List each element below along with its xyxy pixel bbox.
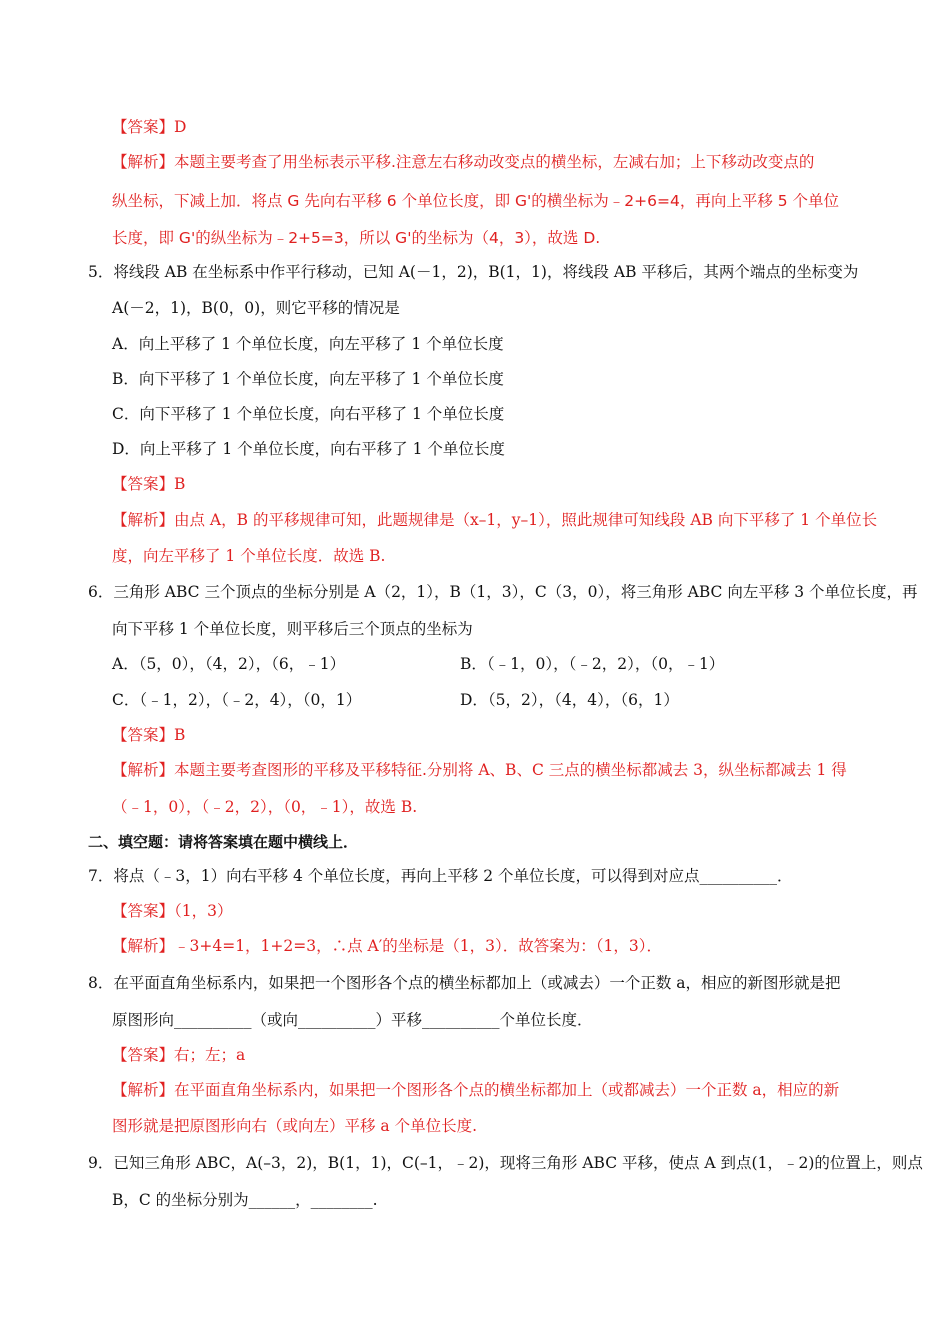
q6-stem-line-2: 向下平移 1 个单位长度，则平移后三个顶点的坐标为 [112, 620, 473, 638]
q7-analysis: 【解析】﹣3+4=1，1+2=3，∴点 A′的坐标是（1，3）．故答案为：（1，3）． [112, 937, 662, 955]
q5-analysis-line-1: 【解析】由点 A，B 的平移规律可知，此题规律是（x–1，y–1），照此规律可知线段 AB 向下平移了 1 个单位长 [112, 511, 878, 529]
q4-answer: 【答案】D [112, 118, 187, 136]
q8-analysis-line-2: 图形就是把原图形向右（或向左）平移 a 个单位长度. [112, 1117, 478, 1135]
q6-stem-line-1: 6．三角形 ABC 三个顶点的坐标分别是 A（2，1），B（1，3），C（3，0），将三角形 ABC 向左平移 3 个单位长度，再 [88, 583, 918, 601]
q8-answer: 【答案】右；左；a [112, 1046, 246, 1064]
q5-analysis-line-2: 度，向左平移了 1 个单位长度．故选 B. [112, 547, 386, 565]
q6-analysis-line-2: （﹣1，0），（﹣2，2），（0，﹣1），故选 B. [112, 798, 418, 816]
q4-analysis-line-3: 长度，即 G'的纵坐标为﹣2+5=3，所以 G'的坐标为（4，3），故选 D. [112, 229, 601, 247]
q9-stem-line-2: B，C 的坐标分别为______，________. [112, 1191, 378, 1209]
q7-answer: 【答案】（1，3） [112, 902, 233, 920]
q6-option-c: C．（﹣1，2），（﹣2，4），（0，1） [112, 691, 362, 709]
q5-answer: 【答案】B [112, 475, 186, 493]
q6-answer: 【答案】B [112, 726, 186, 744]
q6-option-a: A．（5，0），（4，2），（6，﹣1） [112, 655, 346, 673]
q5-stem-line-2: A(－2，1)，B(0，0)，则它平移的情况是 [112, 299, 400, 317]
q5-option-c: C．向下平移了 1 个单位长度，向右平移了 1 个单位长度 [112, 405, 505, 423]
q5-option-a: A．向上平移了 1 个单位长度，向左平移了 1 个单位长度 [112, 335, 504, 353]
q4-analysis-line-1: 【解析】本题主要考查了用坐标表示平移.注意左右移动改变点的横坐标，左减右加；上下移动改变点的 [112, 153, 815, 171]
q4-analysis-line-2: 纵坐标，下减上加．将点 G 先向右平移 6 个单位长度，即 G'的横坐标为﹣2+6=4，再向上平移 5 个单位 [112, 192, 840, 210]
q6-analysis-line-1: 【解析】本题主要考查图形的平移及平移特征.分别将 A、B、C 三点的横坐标都减去 3，纵坐标都减去 1 得 [112, 761, 847, 779]
q8-analysis-line-1: 【解析】在平面直角坐标系内，如果把一个图形各个点的横坐标都加上（或都减去）一个正数 a，相应的新 [112, 1081, 840, 1099]
section-heading: 二、填空题：请将答案填在题中横线上． [88, 833, 359, 851]
q5-option-d: D．向上平移了 1 个单位长度，向右平移了 1 个单位长度 [112, 440, 505, 458]
q8-stem-line-2: 原图形向__________（或向__________）平移__________个单位长度． [112, 1011, 593, 1029]
q8-stem-line-1: 8．在平面直角坐标系内，如果把一个图形各个点的横坐标都加上（或减去）一个正数 a，相应的新图形就是把 [88, 974, 841, 992]
q5-option-b: B．向下平移了 1 个单位长度，向左平移了 1 个单位长度 [112, 370, 504, 388]
q5-stem-line-1: 5．将线段 AB 在坐标系中作平行移动，已知 A(－1，2)，B(1，1)，将线段 AB 平移后，其两个端点的坐标变为 [88, 263, 859, 281]
q6-option-b: B．（﹣1，0），（﹣2，2），（0，﹣1） [460, 655, 725, 673]
q6-option-d: D．（5，2），（4，4），（6，1） [460, 691, 679, 709]
q7-stem: 7．将点（﹣3，1）向右平移 4 个单位长度，再向上平移 2 个单位长度，可以得到对应点__________． [88, 867, 793, 885]
q9-stem-line-1: 9．已知三角形 ABC，A(–3，2)，B(1，1)，C(–1，﹣2)，现将三角形 ABC 平移，使点 A 到点(1，﹣2)的位置上，则点 [88, 1154, 923, 1172]
